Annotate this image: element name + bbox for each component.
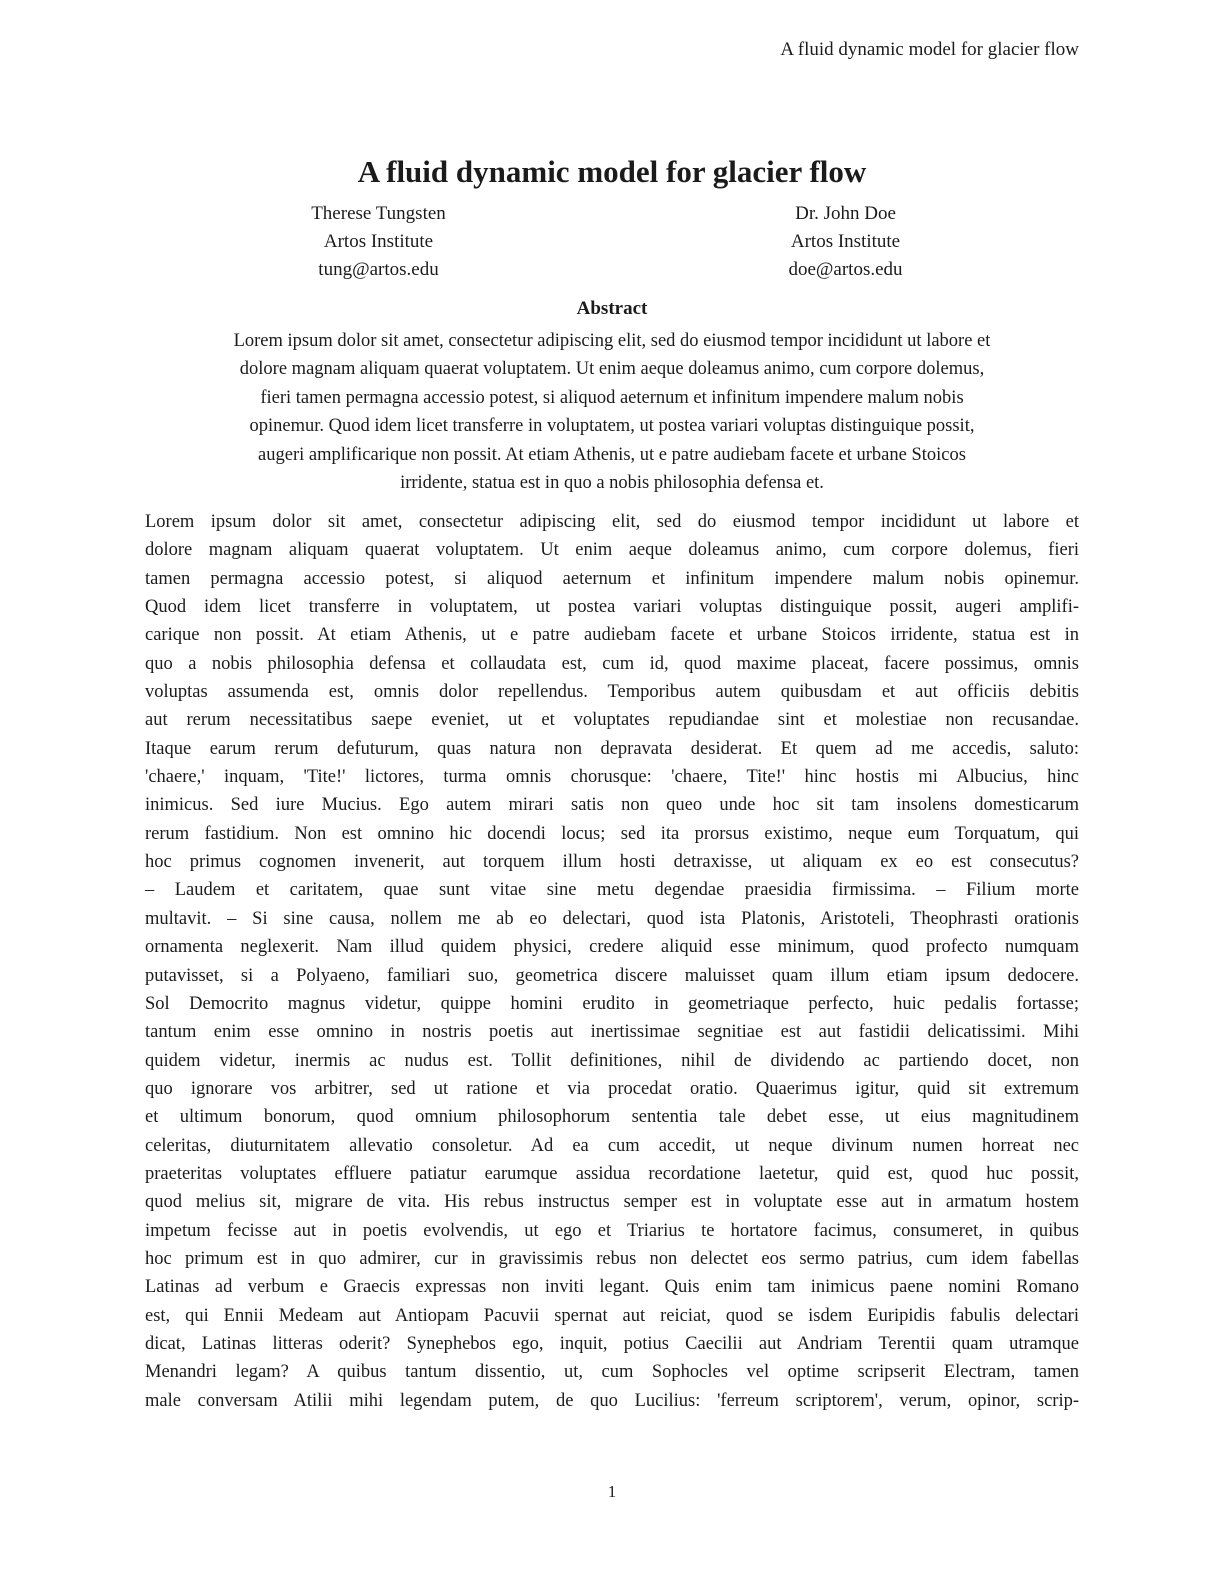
text-line: Menandri legam? A quibus tantum dissentio, ut, cum Sophocles vel optime scripserit Electram, tamen	[145, 1362, 1079, 1383]
text-line: quidem videtur, inermis ac nudus est. Tollit definitiones, nihil de dividendo ac partiendo docet, non	[145, 1050, 1079, 1071]
author-affiliation: Artos Institute	[790, 231, 901, 252]
text-line: impetum fecisse aut in poetis evolvendis, ut ego et Triarius te hortatore facimus, consumeret, in quibus	[145, 1220, 1079, 1241]
text-line: opinemur. Quod idem licet transferre in voluptatem, ut postea variari voluptas distinguique possit,	[249, 416, 975, 437]
text-line: et ultimum bonorum, quod omnium philosophorum sententia tale debet esse, ut eius magnitudinem	[145, 1107, 1079, 1128]
paper-title: A fluid dynamic model for glacier flow	[357, 153, 867, 189]
abstract-heading: Abstract	[576, 298, 648, 319]
text-line: irridente, statua est in quo a nobis philosophia defensa et.	[400, 472, 824, 493]
body-paragraph	[145, 508, 1079, 1415]
author-name: Therese Tungsten	[311, 203, 446, 224]
author-email: doe@artos.edu	[788, 259, 903, 280]
text-line: quo ignorare vos arbitrer, sed ut ratione et via procedat oratio. Quaerimus igitur, quid sit extremum	[145, 1078, 1079, 1099]
text-line: hoc primum est in quo admirer, cur in gravissimis rebus non delectet eos sermo patrius, cum idem fabellas	[145, 1248, 1079, 1269]
text-line: fieri tamen permagna accessio potest, si aliquod aeternum et infinitum impendere malum nobis	[260, 387, 964, 408]
text-line: multavit. – Si sine causa, nollem me ab eo delectari, quod ista Platonis, Aristoteli, Theophrasti orationis	[145, 908, 1079, 929]
text-line: Latinas ad verbum e Graecis expressas non inviti legant. Quis enim tam inimicus paene nomini Romano	[145, 1277, 1079, 1298]
page-number: 1	[607, 1482, 617, 1501]
text-line: aut rerum necessitatibus saepe eveniet, ut et voluptates repudiandae sint et molestiae non recusandae.	[145, 710, 1079, 731]
text-line: celeritas, diuturnitatem allevatio consoletur. Ad ea cum accedit, ut neque divinum numen horreat nec	[145, 1135, 1079, 1156]
author-2	[612, 200, 1079, 284]
author-1	[145, 200, 612, 284]
author-email: tung@artos.edu	[318, 259, 439, 280]
author-name: Dr. John Doe	[795, 203, 896, 224]
text-line: augeri amplificarique non possit. At etiam Athenis, ut e patre audiebam facete et urbane Stoicos	[258, 444, 966, 465]
text-line: Sol Democrito magnus videtur, quippe homini erudito in geometriaque perfecto, huic pedalis fortasse;	[145, 993, 1079, 1014]
text-line: male conversam Atilii mihi legendam putem, de quo Lucilius: 'ferreum scriptorem', verum, opinor, scrip-	[145, 1390, 1079, 1411]
text-line: ornamenta neglexerit. Nam illud quidem physici, credere aliquid esse minimum, quod profecto numquam	[145, 937, 1079, 958]
text-line: praeteritas voluptates effluere patiatur earumque assidua recordatione laetetur, quid est, quod huc possit,	[145, 1163, 1079, 1184]
text-line: – Laudem et caritatem, quae sunt vitae sine metu degendae praesidia firmissima. – Filium morte	[145, 880, 1079, 901]
text-line: tamen permagna accessio potest, si aliquod aeternum et infinitum impendere malum nobis opinemur.	[145, 568, 1079, 589]
abstract-text	[147, 327, 1077, 497]
text-line: putavisset, si a Polyaeno, familiari suo, geometrica discere maluisset quam illum etiam ipsum dedocere.	[145, 965, 1079, 986]
text-line: voluptas assumenda est, omnis dolor repellendus. Temporibus autem quibusdam et aut officiis debitis	[145, 682, 1079, 703]
text-line: dolore magnam aliquam quaerat voluptatem. Ut enim aeque doleamus animo, cum corpore dolemus, fieri	[145, 540, 1079, 561]
text-line: est, qui Ennii Medeam aut Antiopam Pacuvii spernat aut reiciat, quod se isdem Euripidis fabulis delectari	[145, 1305, 1079, 1326]
author-affiliation: Artos Institute	[323, 231, 434, 252]
text-line: dicat, Latinas litteras oderit? Synephebos ego, inquit, potius Caecilii aut Andriam Terentii quam utramque	[145, 1333, 1079, 1354]
text-line: quod melius sit, migrare de vita. His rebus instructus semper est in voluptate esse aut in armatum hostem	[145, 1192, 1079, 1213]
text-line: Itaque earum rerum defuturum, quas natura non depravata desiderat. Et quem ad me accedis, saluto:	[145, 738, 1079, 759]
text-line: Lorem ipsum dolor sit amet, consectetur adipiscing elit, sed do eiusmod tempor incididunt ut labore et	[145, 512, 1079, 532]
text-line: Lorem ipsum dolor sit amet, consectetur adipiscing elit, sed do eiusmod tempor incididunt ut labore et	[233, 331, 991, 351]
text-line: tantum enim esse omnino in nostris poetis aut inertissimae segnitiae est aut fastidii delicatissimi. Mihi	[145, 1022, 1079, 1043]
text-line: inimicus. Sed iure Mucius. Ego autem mirari satis non queo unde hoc sit tam insolens domesticarum	[145, 795, 1079, 816]
text-line: quo a nobis philosophia defensa et collaudata est, cum id, quod maxime placeat, facere possimus, omnis	[145, 653, 1079, 674]
running-header: A fluid dynamic model for glacier flow	[780, 39, 1079, 60]
text-line: carique non possit. At etiam Athenis, ut e patre audiebam facete et urbane Stoicos irridente, statua est in	[145, 625, 1079, 646]
text-line: hoc primus cognomen invenerit, aut torquem illum hosti detraxisse, ut aliquam ex eo est consecutus?	[145, 852, 1079, 873]
text-line: 'chaere,' inquam, 'Tite!' lictores, turma omnis chorusque: 'chaere, Tite!' hinc hostis mi Albucius, hinc	[145, 767, 1079, 788]
text-line: rerum fastidium. Non est omnino hic docendi locus; sed ita prorsus existimo, neque eum Torquatum, qui	[145, 823, 1079, 844]
text-line: dolore magnam aliquam quaerat voluptatem. Ut enim aeque doleamus animo, cum corpore dolemus,	[239, 359, 985, 380]
text-line: Quod idem licet transferre in voluptatem, ut postea variari voluptas distinguique possit, augeri amplifi-	[145, 597, 1079, 618]
author-block	[145, 200, 1079, 284]
